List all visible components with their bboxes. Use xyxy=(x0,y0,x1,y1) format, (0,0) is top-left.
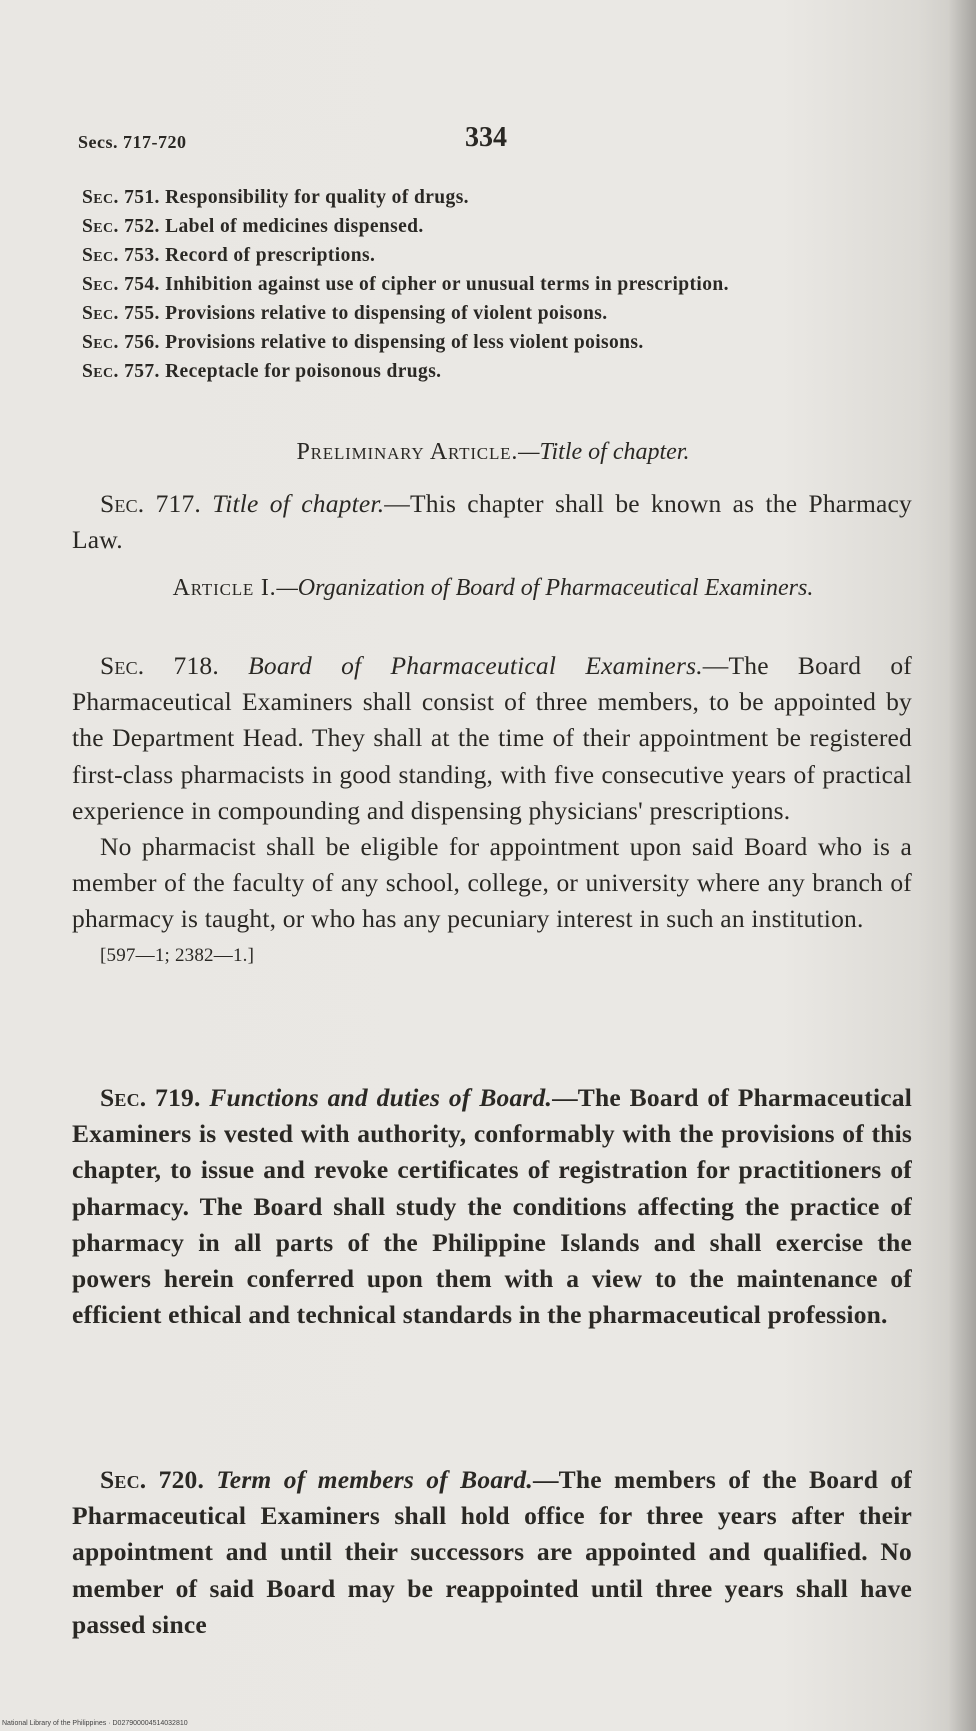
section-title: Term of members of Board. xyxy=(216,1465,533,1494)
section-text: —The Board of Pharmaceutical Examiners shall consist of three members, to be appointed by the Department Head. They shall at the time of their appointment be registered first-class pharmacists in good standing, with five consecutive years of practical experience in compounding and dispensing physicians' prescriptions. xyxy=(72,651,912,825)
section-range: Secs. 717-720 xyxy=(78,132,187,152)
page-edge-shadow xyxy=(948,0,976,1731)
section-717 xyxy=(72,486,912,558)
toc-entry: Sec. 753. Record of prescriptions. xyxy=(82,245,376,266)
section-list xyxy=(82,183,912,386)
section-title: Title of chapter. xyxy=(212,489,385,518)
section-719 xyxy=(72,1080,912,1333)
scan-footer: National Library of the Philippines · D027900004514032810 xyxy=(2,1720,188,1727)
section-text: —This chapter shall be known as the Pharmacy Law. xyxy=(72,489,913,555)
section-label: Sec. 717. xyxy=(100,489,201,518)
toc-entry: Sec. 755. Provisions relative to dispensing of violent poisons. xyxy=(82,303,608,324)
section-label: Sec. 720. xyxy=(100,1465,205,1494)
section-label: Sec. 719. xyxy=(100,1083,201,1112)
toc-entry: Sec. 754. Inhibition against use of cipher or unusual terms in prescription. xyxy=(82,274,729,295)
section-text: —The members of the Board of Pharmaceutical Examiners shall hold office for three years after their appointment and until their successors are appointed and qualified. No member of said Board may be reappointed until three years shall have passed since xyxy=(72,1465,912,1639)
section-720 xyxy=(72,1462,912,1643)
preliminary-article-heading: Preliminary Article.—Title of chapter. xyxy=(296,439,690,465)
toc-entry: Sec. 751. Responsibility for quality of drugs. xyxy=(82,187,469,208)
section-title: Functions and duties of Board. xyxy=(209,1083,553,1112)
citation: [597—1; 2382—1.] xyxy=(100,944,255,966)
toc-entry: Sec. 757. Receptacle for poisonous drugs. xyxy=(82,361,442,382)
section-paragraph: No pharmacist shall be eligible for appointment upon said Board who is a member of the faculty of any school, college, or university where any branch of pharmacy is taught, or who has any pecuniary interest in such an institution. xyxy=(72,832,912,934)
section-title: Board of Pharmaceutical Examiners. xyxy=(248,651,703,680)
page-number: 334 xyxy=(465,122,507,153)
article-1-heading: Article I.—Organization of Board of Pharmaceutical Examiners. xyxy=(172,575,814,601)
section-718 xyxy=(72,648,912,974)
section-text: —The Board of Pharmaceutical Examiners is vested with authority, conformably with the provisions of this chapter, to issue and revoke certificates of registration for practitioners of pharmacy. The Board shall study the conditions affecting the practice of pharmacy in all parts of the Philippine Islands and shall exercise the powers herein conferred upon them with a view to the maintenance of efficient ethical and technical standards in the pharmaceutical profession. xyxy=(72,1083,912,1330)
toc-entry: Sec. 752. Label of medicines dispensed. xyxy=(82,216,424,237)
section-label: Sec. 718. xyxy=(100,651,219,680)
toc-entry: Sec. 756. Provisions relative to dispensing of less violent poisons. xyxy=(82,332,644,353)
running-head xyxy=(78,122,898,162)
